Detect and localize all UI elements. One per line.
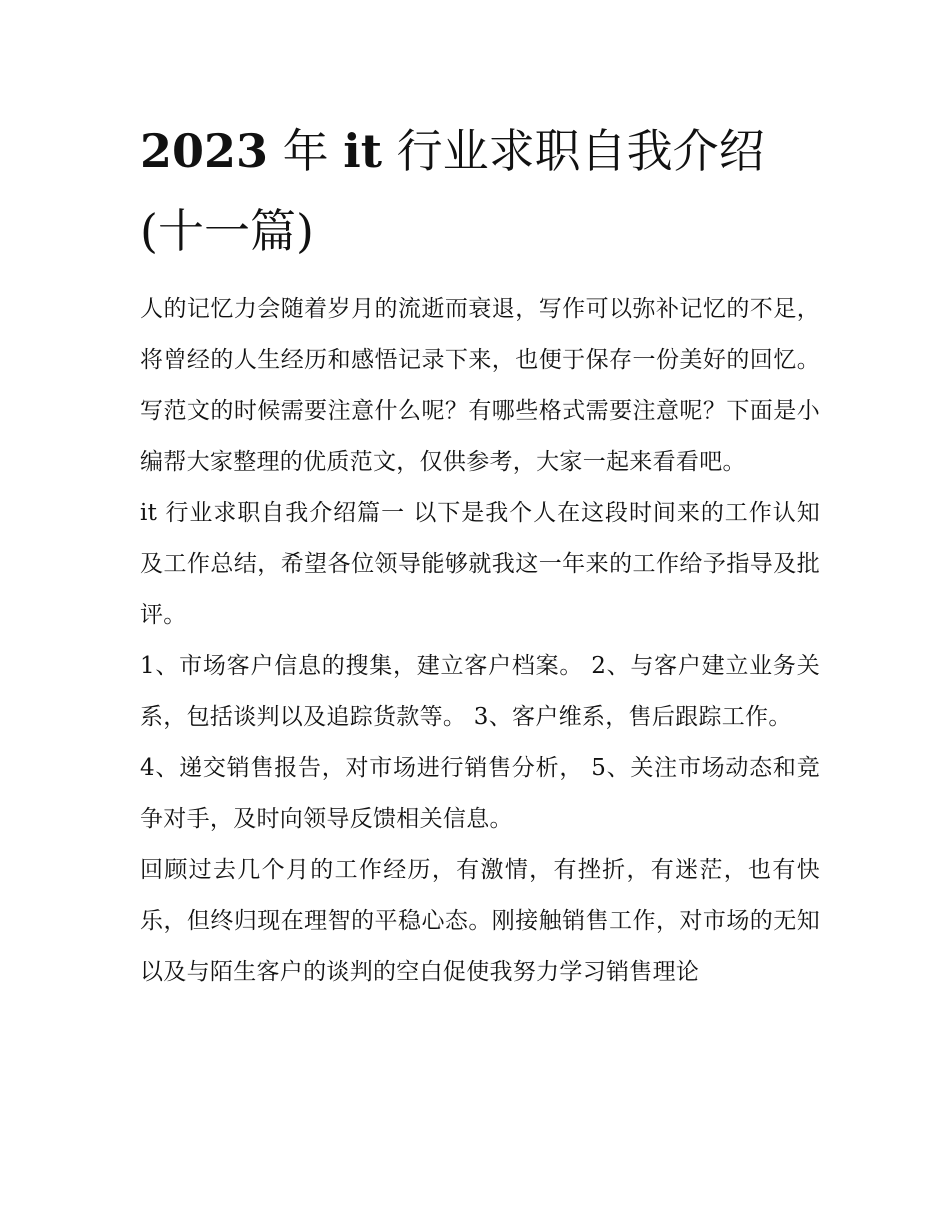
document-body bbox=[140, 118, 820, 998]
title-year-suffix: 年 bbox=[282, 124, 329, 178]
title-it: it bbox=[343, 124, 383, 178]
title-year: 2023 bbox=[140, 124, 269, 178]
paragraph-article-one: it 行业求职自我介绍篇一 以下是我个人在这段时间来的工作认知及工作总结，希望各位领导能够就我这一年来的工作给予指导及批评。 bbox=[140, 500, 820, 628]
paragraph-intro: 人的记忆力会随着岁月的流逝而衰退，写作可以弥补记忆的不足，将曾经的人生经历和感悟记录下来，也便于保存一份美好的回忆。写范文的时候需要注意什么呢？有哪些格式需要注意呢？下面是小编帮大家整理的优质范文，仅供参考，大家一起来看看吧。 bbox=[140, 296, 820, 475]
paragraph-review: 回顾过去几个月的工作经历，有激情，有挫折，有迷茫，也有快乐，但终归现在理智的平稳心态。刚接触销售工作，对市场的无知以及与陌生客户的谈判的空白促使我努力学习销售理论 bbox=[140, 857, 820, 985]
paragraph-duties-4-5: 4、递交销售报告，对市场进行销售分析， 5、关注市场动态和竞争对手，及时向领导反馈相关信息。 bbox=[140, 755, 820, 832]
paragraph-duties-1-3: 1、市场客户信息的搜集，建立客户档案。 2、与客户建立业务关系，包括谈判以及追踪货款等。 3、客户维系，售后跟踪工作。 bbox=[140, 653, 820, 730]
title-main: 行业求职自我介绍 bbox=[396, 124, 765, 178]
title-subtitle: (十一篇) bbox=[140, 204, 314, 258]
document-title bbox=[140, 118, 820, 264]
